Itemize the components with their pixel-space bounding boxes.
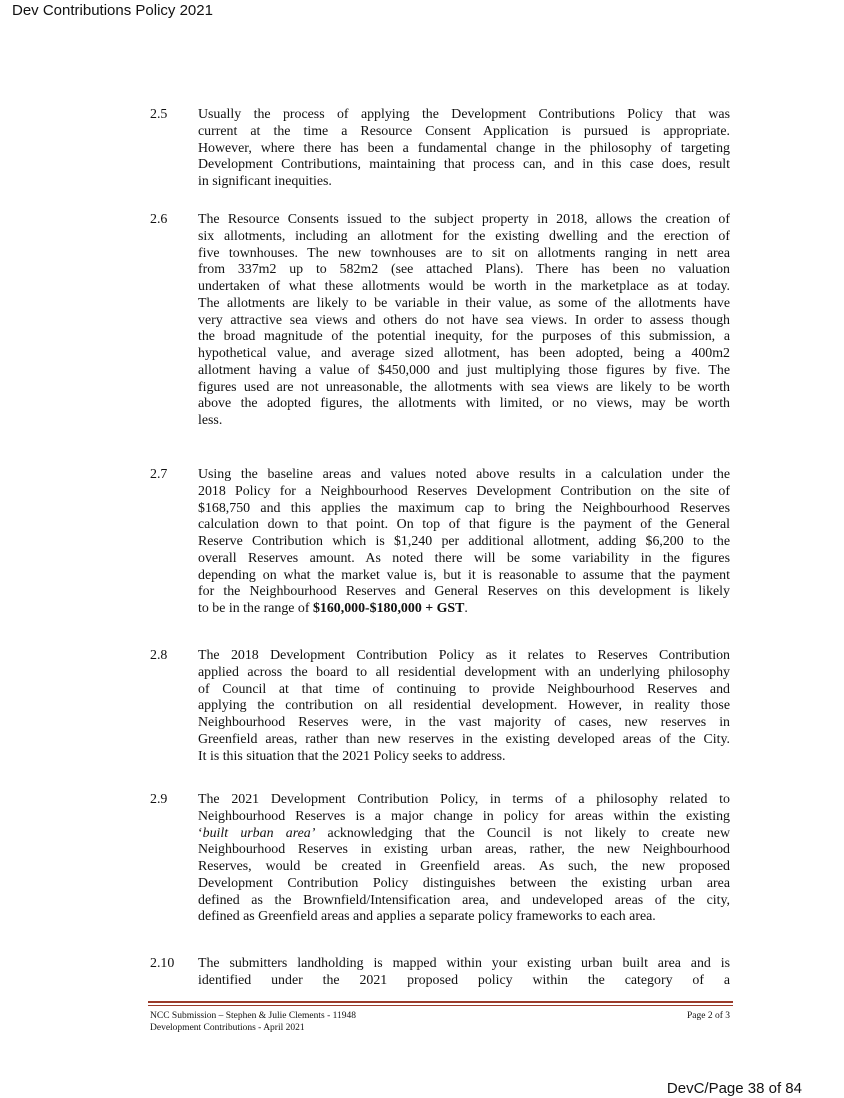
- text-line: the broad magnitude of the potential inequity, for the purposes of this submission, a: [198, 329, 730, 345]
- italic-term: built urban area’: [202, 825, 316, 841]
- text-line: depending on what the market value is, but it is reasonable to assume that the payment: [198, 567, 730, 583]
- footer-left: [150, 1010, 356, 1034]
- footer-page-number: Page 2 of 3: [686, 1011, 730, 1021]
- text-fragment: to be in the range of: [198, 601, 313, 616]
- text-line: for the Neighbourhood Reserves and General Reserves on this development is likely: [198, 584, 730, 600]
- text-line: Neighbourhood Reserves is a major change in policy for areas within the existing: [198, 808, 730, 824]
- footer-subject-line: Development Contributions - April 2021: [150, 1023, 305, 1033]
- paragraph-number: 2.9: [150, 792, 168, 807]
- text-fragment: ‘: [198, 825, 203, 841]
- text-line: calculation down to that point. On top of that figure is the payment of the General: [198, 517, 730, 533]
- text-line: [198, 826, 730, 843]
- text-line: hypothetical value, and average sized allotment, has been adopted, being a 400m2: [198, 346, 730, 361]
- text-line: However, where there has been a fundamental change in the philosophy of targeting: [198, 140, 730, 156]
- paragraph-text: [198, 467, 730, 618]
- text-line: Development Contributions, maintaining that process can, and in this case does, result: [198, 157, 730, 173]
- text-line: [198, 601, 730, 618]
- paragraph-number: 2.5: [150, 107, 168, 122]
- text-line: above the adopted figures, the allotments with limited, or no views, may be worth: [198, 396, 730, 412]
- text-line: from 337m2 up to 582m2 (see attached Plans). There has been no valuation: [198, 262, 730, 278]
- footer-divider-thick: [148, 1001, 733, 1003]
- footer-divider-thin: [148, 1005, 733, 1006]
- document-header-title: Dev Contributions Policy 2021: [12, 2, 213, 19]
- text-line: It is this situation that the 2021 Policy seeks to address.: [198, 748, 506, 764]
- text-fragment: .: [464, 601, 468, 616]
- text-line: figures used are not unreasonable, the allotments with sea views are likely to be worth: [198, 379, 730, 395]
- text-line: defined as the Brownfield/Intensification area, and undeveloped areas of the city,: [198, 892, 730, 908]
- paragraph-number: 2.6: [150, 212, 168, 227]
- paragraph-text: [198, 107, 730, 191]
- paragraph-text: [198, 648, 730, 765]
- paragraph-text: [198, 956, 730, 990]
- text-line: The Resource Consents issued to the subject property in 2018, allows the creation of: [198, 212, 730, 227]
- paragraph-number: 2.8: [150, 648, 168, 663]
- text-line: Neighbourhood Reserves were, in the vast majority of cases, new reserves in: [198, 715, 730, 730]
- text-line: defined as Greenfield areas and applies a separate policy frameworks to each area.: [198, 909, 656, 925]
- text-line: applied across the board to all residential development with an underlying philosophy: [198, 664, 730, 680]
- text-line: Neighbourhood Reserves in existing urban areas, rather, the new Neighbourhood: [198, 842, 730, 858]
- text-line: The allotments are likely to be variable in their value, as some of the allotments have: [198, 295, 730, 311]
- text-line: Reserve Contribution which is $1,240 per additional allotment, adding $6,200 to the: [198, 534, 730, 549]
- text-line: Development Contribution Policy distinguishes between the existing urban area: [198, 875, 730, 891]
- text-line: undertaken of what these allotments would be worth in the marketplace as at today.: [198, 279, 730, 294]
- text-line: of Council at that time of continuing to provide Neighbourhood Reserves and: [198, 681, 730, 697]
- paragraph-number: 2.10: [150, 956, 175, 971]
- text-line: identified under the 2021 proposed policy within the category of a: [198, 972, 730, 988]
- page-stamp: DevC/Page 38 of 84: [666, 1080, 802, 1097]
- text-line: The 2021 Development Contribution Policy, in terms of a philosophy related to: [198, 792, 730, 807]
- text-line: Greenfield areas, rather than new reserves in the existing developed areas of the City.: [198, 731, 730, 747]
- text-line: current at the time a Resource Consent Application is pursued is appropriate.: [198, 123, 730, 139]
- paragraph-text: [198, 212, 730, 430]
- text-line: Reserves, would be created in Greenfield areas. As such, the new proposed: [198, 859, 730, 874]
- text-line: The 2018 Development Contribution Policy as it relates to Reserves Contribution: [198, 648, 730, 663]
- text-line: five townhouses. The new townhouses are to sit on allotments ranging in nett area: [198, 245, 730, 261]
- text-line: very attractive sea views and others do not have sea views. In order to assess though: [198, 312, 730, 328]
- footer-submission-line: NCC Submission – Stephen & Julie Clements - 11948: [150, 1011, 357, 1021]
- text-line: applying the contribution on all residential development. However, in reality those: [198, 698, 730, 714]
- text-fragment: acknowledging that the Council is not likely to create new: [315, 825, 730, 841]
- price-range-bold: $160,000-$180,000 + GST: [312, 601, 465, 616]
- text-line: $168,750 and this applies the maximum cap to bring the Neighbourhood Reserves: [198, 500, 730, 516]
- text-line: in significant inequities.: [198, 174, 332, 189]
- text-line: overall Reserves amount. As noted there will be some variability in the figures: [198, 550, 730, 566]
- paragraph-text: [198, 792, 730, 926]
- text-line: The submitters landholding is mapped within your existing urban built area and is: [198, 956, 730, 971]
- text-line: Usually the process of applying the Development Contributions Policy that was: [198, 107, 730, 122]
- text-line: 2018 Policy for a Neighbourhood Reserves Development Contribution on the site of: [198, 483, 730, 499]
- paragraph-number: 2.7: [150, 467, 168, 482]
- text-line: less.: [198, 413, 223, 428]
- text-line: six allotments, including an allotment for the existing dwelling and the erection of: [198, 228, 730, 244]
- text-line: allotment having a value of $450,000 and just multiplying those figures by five. The: [198, 362, 730, 378]
- text-line: Using the baseline areas and values noted above results in a calculation under the: [198, 467, 730, 482]
